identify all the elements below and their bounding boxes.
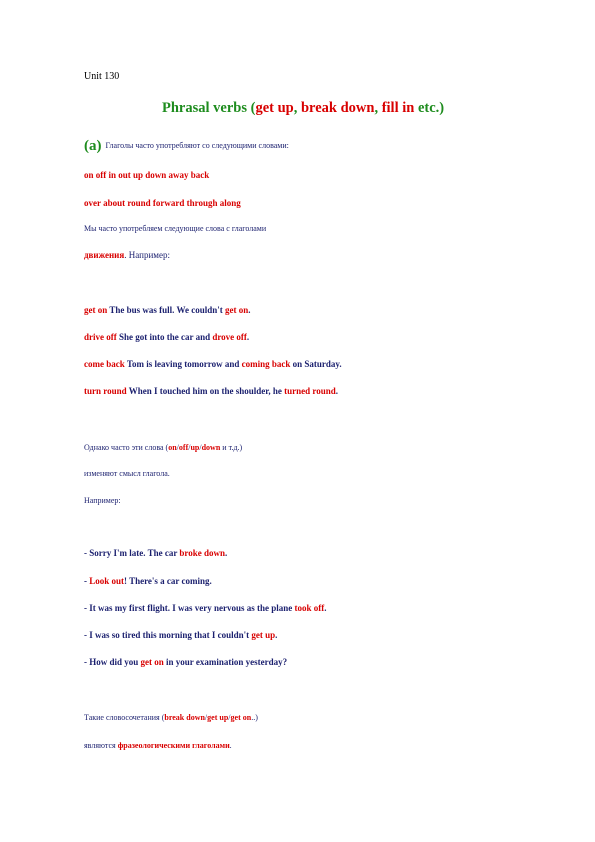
example-end: . — [248, 305, 251, 315]
dialogue-line — [84, 603, 327, 613]
dialogue-line — [84, 657, 287, 667]
title-part: , — [374, 100, 382, 116]
example-verb: get on — [84, 305, 108, 315]
example-verb: drive off — [84, 332, 117, 342]
phrasal-verbs-term: фразеологическими глаголами — [117, 741, 230, 750]
dialogue-highlight: Look out — [89, 576, 125, 586]
however-post: и т.д.) — [220, 443, 243, 452]
example-highlight: get on — [224, 305, 249, 315]
footer-post: ..) — [251, 713, 258, 722]
footer-line-2-post: . — [229, 741, 232, 750]
however-line-3: Например: — [84, 496, 121, 505]
title-part: etc.) — [414, 100, 445, 116]
title-phrasal-break-down: break down — [300, 100, 375, 116]
particles-line-1: on off in out up down away back — [84, 170, 210, 180]
slash: / — [204, 713, 208, 722]
intro-line-1: Мы часто употребляем следующие слова с глаголами — [84, 224, 267, 233]
example-end: . — [246, 332, 250, 342]
particle-up: up — [190, 443, 200, 452]
footer-word-break-down: break down — [164, 713, 205, 722]
dialogue-line — [84, 630, 277, 640]
example-end: on Saturday. — [290, 359, 342, 369]
section-a-text: Глаголы часто употребляют со следующими словами: — [105, 141, 289, 150]
example-verb: turn round — [84, 386, 127, 396]
section-a-heading — [84, 138, 289, 155]
example-end: . — [335, 386, 339, 396]
dialogue-highlight: took off — [294, 603, 325, 613]
dialogue-pre: - I was so tired this morning that I couldn't — [84, 630, 252, 640]
dialogue-post: in your examination yesterday? — [163, 657, 288, 667]
example-highlight: turned round — [284, 386, 336, 396]
particle-on: on — [168, 443, 177, 452]
dialogue-pre: - How did you — [84, 657, 141, 667]
however-line — [84, 443, 242, 452]
slash: / — [176, 443, 179, 452]
dialogue-pre: - — [84, 576, 90, 586]
footer-pre: Такие словосочетания ( — [84, 713, 165, 722]
example-text: When I touched him on the shoulder, he — [126, 386, 285, 396]
dialogue-post: ! There's a car coming. — [124, 576, 212, 586]
intro-line-2-rest: . Например: — [124, 250, 170, 260]
particle-down: down — [201, 443, 221, 452]
dialogue-highlight: get up — [251, 630, 276, 640]
intro-line-2 — [84, 250, 170, 260]
footer-word-get-up: get up — [207, 713, 229, 722]
dialogue-post: . — [275, 630, 278, 640]
particle-off: off — [178, 443, 189, 452]
title-phrasal-fill-in: fill in — [381, 100, 415, 116]
example-line — [84, 305, 250, 315]
dialogue-line — [84, 576, 212, 586]
particles-line-2: over about round forward through along — [84, 198, 241, 208]
example-verb: come back — [84, 359, 125, 369]
dialogue-line — [84, 548, 227, 558]
title-phrasal-get-up: get up — [255, 100, 294, 116]
dialogue-pre: - It was my first flight. I was very nervous as the plane — [84, 603, 295, 613]
example-text: She got into the car and — [116, 332, 213, 342]
dialogue-highlight: get on — [140, 657, 164, 667]
slash: / — [228, 713, 231, 722]
example-text: The bus was full. We couldn't — [107, 305, 225, 315]
page-title — [162, 100, 444, 117]
dialogue-post: . — [225, 548, 228, 558]
title-part: , — [293, 100, 301, 116]
title-part: Phrasal verbs ( — [162, 100, 256, 116]
example-line — [84, 359, 342, 369]
slash: / — [188, 443, 191, 452]
example-line — [84, 332, 249, 342]
section-marker: (a) — [84, 138, 102, 154]
footer-word-get-on: get on — [230, 713, 252, 722]
slash: / — [199, 443, 202, 452]
however-line-2: изменяют смысл глагола. — [84, 469, 170, 478]
dialogue-post: . — [324, 603, 327, 613]
example-text: Tom is leaving tomorrow and — [124, 359, 242, 369]
example-highlight: drove off — [212, 332, 247, 342]
footer-line-2-pre: являются — [84, 741, 118, 750]
unit-number: Unit 130 — [84, 71, 120, 82]
example-line — [84, 386, 338, 396]
footer-line-1 — [84, 713, 258, 722]
example-highlight: coming back — [241, 359, 291, 369]
footer-line-2 — [84, 741, 232, 750]
dialogue-highlight: broke down — [179, 548, 226, 558]
motion-word: движения — [84, 250, 125, 260]
dialogue-pre: - Sorry I'm late. The car — [84, 548, 180, 558]
however-pre: Однако часто эти слова ( — [84, 443, 169, 452]
